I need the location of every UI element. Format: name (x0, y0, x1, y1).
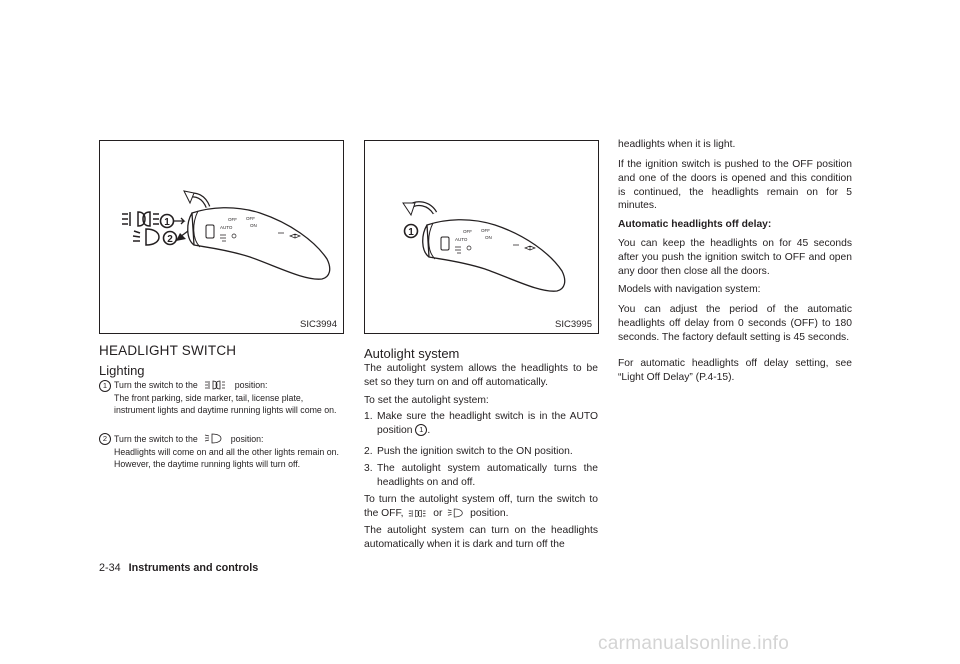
headlight-switch-illustration (100, 141, 343, 333)
knob-label-off: OFF (228, 217, 237, 222)
list-number: 1. (364, 411, 373, 422)
page-footer (99, 562, 258, 574)
right-paragraph-4: Models with navigation system: (618, 284, 761, 295)
parking-light-icon (204, 380, 228, 390)
figure-autolight-switch (364, 140, 599, 334)
list-text: Make sure the headlight switch is in the AUTO position (377, 411, 598, 436)
headlight-icon (204, 433, 224, 444)
step-text-suffix: position: (234, 380, 268, 390)
autolight-off-text (364, 493, 598, 521)
knob-label-on: ON (250, 223, 257, 228)
list-number: 3. (364, 463, 373, 474)
off-text-post: position. (470, 507, 509, 519)
watermark: carmanualsonline.info (598, 633, 790, 654)
knob-label-off-2: OFF (481, 228, 490, 233)
callout-1: 1 (408, 227, 414, 238)
off-text-or: or (433, 507, 443, 519)
autolight-title: Autolight system (364, 346, 460, 361)
off-text-pre: To turn the autolight system off, turn the switch to the OFF, (364, 494, 598, 519)
knob-label-on: ON (485, 235, 492, 240)
step-text-suffix: position: (230, 434, 264, 444)
figure-headlight-switch (99, 140, 344, 334)
autolight-closing: The autolight system can turn on the headlights automatically when it is dark and turn off the (364, 525, 598, 550)
right-paragraph-2: If the ignition switch is pushed to the OFF position and one of the doors is opened and this condition is continued, the headlights remain on for 5 minutes. (618, 159, 852, 212)
subsection-title: Lighting (99, 363, 145, 378)
page-number: 2-34 (99, 562, 121, 574)
autolight-lead: To set the autolight system: (364, 395, 489, 406)
step-description: Headlights will come on and all the other lights remain on. However, the daytime running lights will turn off. (114, 447, 339, 469)
section-name: Instruments and controls (128, 562, 259, 574)
callout-2: 2 (167, 234, 173, 245)
list-text-end: . (427, 424, 431, 436)
callout-1: 1 (164, 217, 170, 228)
figure-code: SIC3994 (300, 319, 337, 330)
section-title: HEADLIGHT SWITCH (99, 343, 237, 358)
step-number: 1 (99, 380, 111, 392)
step-number: 2 (99, 433, 111, 445)
right-paragraph-6: For automatic headlights off delay setting, see “Light Off Delay” (P.4-15). (618, 358, 852, 383)
step-text: Turn the switch to the (114, 434, 198, 444)
list-number: 2. (364, 446, 373, 457)
parking-light-symbol (122, 212, 159, 226)
step-text: Turn the switch to the (114, 380, 198, 390)
autolight-switch-illustration (365, 141, 598, 333)
autolight-intro: The autolight system allows the headlights to be set so they turn on and off automatically. (364, 363, 598, 388)
figure-code: SIC3995 (555, 319, 592, 330)
step-description: The front parking, side marker, tail, license plate, instrument lights and daytime running lights will come on. (114, 393, 337, 415)
right-paragraph-3: You can keep the headlights on for 45 seconds after you push the ignition switch to OFF and open any door then close all the doors. (618, 238, 852, 277)
knob-label-auto: AUTO (455, 237, 468, 242)
list-text: The autolight system automatically turns the headlights on and off. (377, 463, 598, 488)
knob-label-auto: AUTO (220, 225, 233, 230)
right-heading: Automatic headlights off delay: (618, 219, 772, 230)
headlight-symbol (133, 229, 159, 245)
knob-label-off: OFF (463, 229, 472, 234)
headlight-icon (447, 508, 465, 518)
callout-inline: 1 (415, 424, 427, 436)
parking-light-icon (408, 509, 428, 518)
right-paragraph-1: headlights when it is light. (618, 139, 736, 150)
list-text: Push the ignition switch to the ON position. (377, 446, 573, 457)
right-paragraph-5: You can adjust the period of the automatic headlights off delay from 0 seconds (OFF) to 180 seconds. The factory default setting is 45 seconds. (618, 304, 852, 343)
knob-label-off-2: OFF (246, 216, 255, 221)
